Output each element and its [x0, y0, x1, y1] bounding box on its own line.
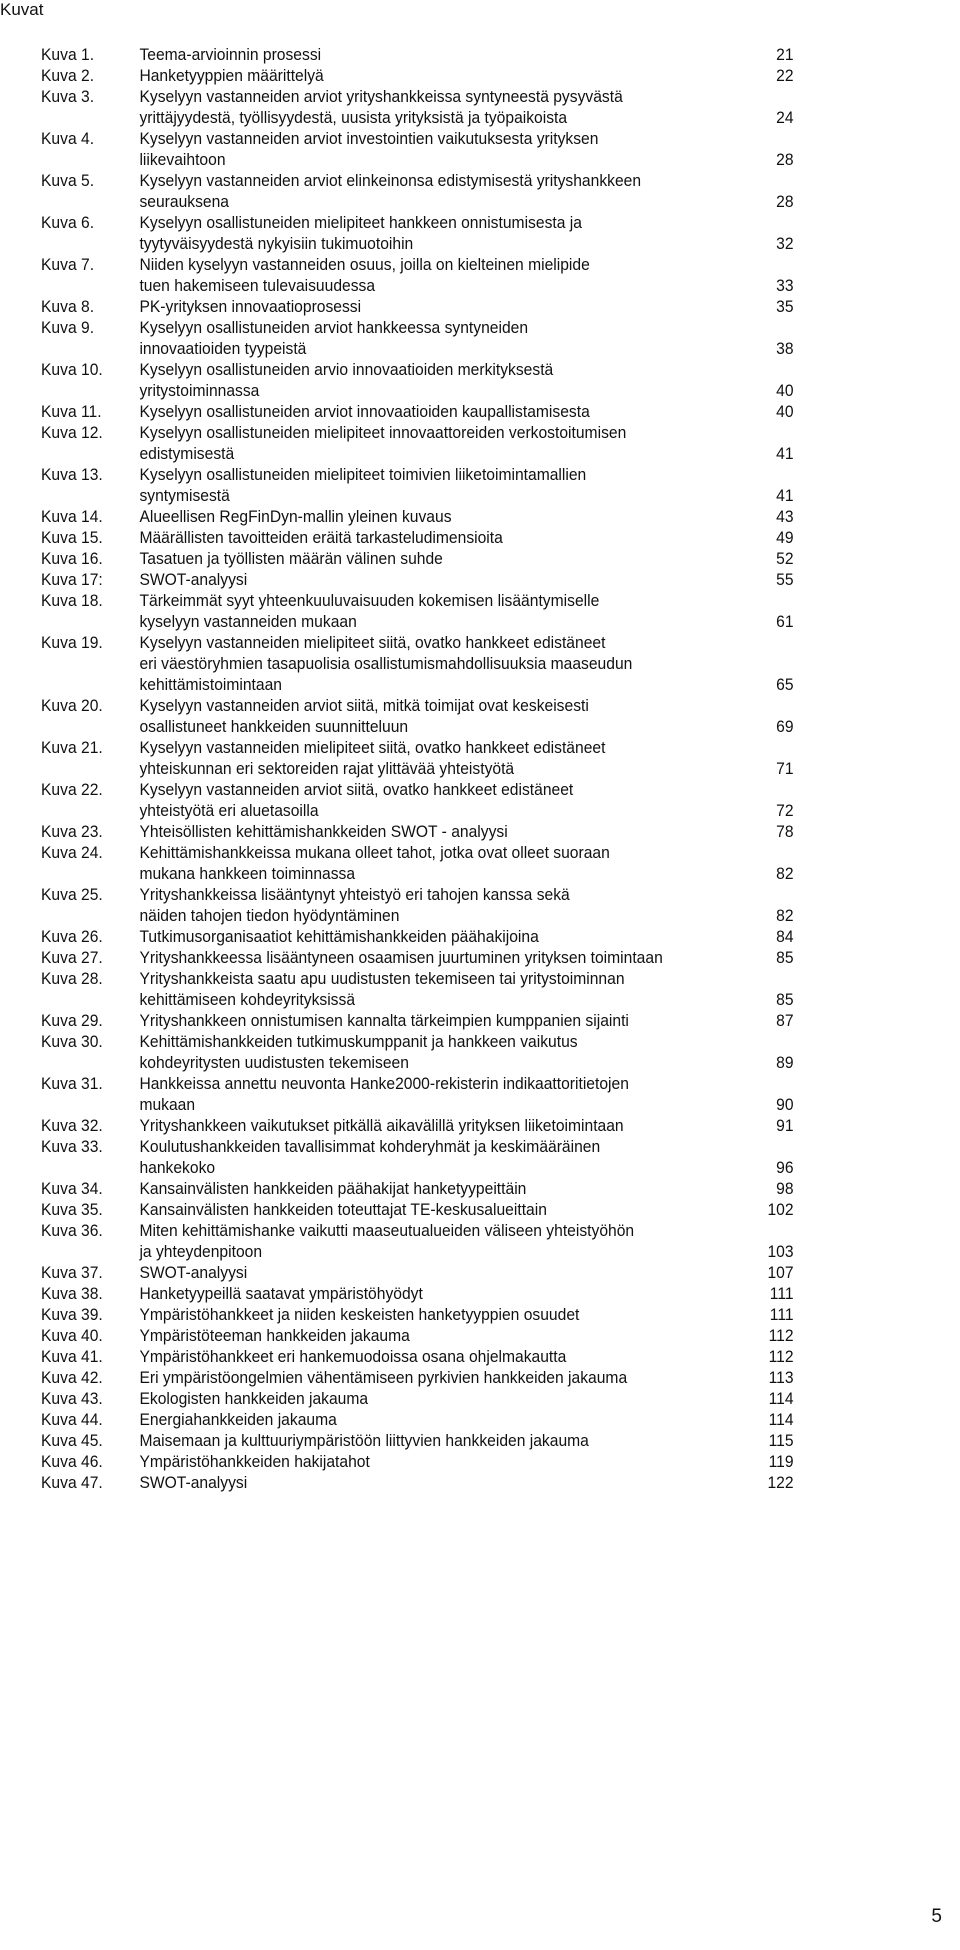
- figure-page: 102: [767, 1200, 794, 1219]
- figure-page: 84: [776, 927, 794, 946]
- figure-title: [139, 1451, 754, 1472]
- list-item: [41, 1178, 794, 1199]
- figure-page: 89: [776, 1053, 794, 1072]
- figure-label: Kuva 10.: [41, 360, 103, 379]
- figure-title-line: Kyselyyn osallistuneiden mielipiteet hankkeen onnistumisesta ja: [139, 213, 582, 232]
- figure-title: [139, 1283, 754, 1304]
- figure-label: Kuva 23.: [41, 822, 103, 841]
- figure-title-line: Kyselyyn osallistuneiden mielipiteet toimivien liiketoimintamallien: [139, 465, 587, 484]
- list-item: [41, 422, 794, 464]
- figure-page: 85: [776, 990, 794, 1009]
- figure-page: 52: [776, 549, 794, 568]
- figure-page: 35: [776, 297, 794, 316]
- figure-title-line: SWOT-analyysi: [139, 570, 248, 589]
- figure-title-line: Kyselyyn osallistuneiden arviot hankkeessa syntyneiden: [139, 318, 529, 337]
- figure-page: 69: [776, 717, 794, 736]
- list-item: [41, 947, 794, 968]
- figure-title-line: syntymisestä: [139, 486, 230, 505]
- figure-title-line: Ympäristöteeman hankkeiden jakauma: [139, 1326, 410, 1345]
- figure-page: 90: [776, 1095, 794, 1114]
- figure-page: 41: [776, 444, 794, 463]
- figure-title: [139, 401, 754, 422]
- figure-label: Kuva 24.: [41, 843, 103, 862]
- list-item: [41, 1199, 794, 1220]
- figure-label: Kuva 44.: [41, 1410, 103, 1429]
- list-item: [41, 296, 794, 317]
- figure-page: 107: [767, 1263, 794, 1282]
- figure-title-line: Niiden kyselyyn vastanneiden osuus, joilla on kielteinen mielipide: [139, 255, 590, 274]
- figure-page: 115: [768, 1431, 794, 1450]
- figure-title-line: Yrityshankkeissa lisääntynyt yhteistyö eri tahojen kanssa sekä: [139, 885, 570, 904]
- figure-label: Kuva 19.: [41, 633, 103, 652]
- figure-title-line: kyselyyn vastanneiden mukaan: [139, 612, 357, 631]
- figure-title: [139, 170, 754, 212]
- figure-title: [139, 821, 754, 842]
- figure-title-line: mukaan: [139, 1095, 196, 1114]
- figure-title: [139, 884, 754, 926]
- figure-title: [139, 128, 754, 170]
- figure-page: 22: [776, 66, 794, 85]
- figure-title: [139, 1262, 754, 1283]
- figure-page: 49: [776, 528, 794, 547]
- figure-label: Kuva 35.: [41, 1200, 103, 1219]
- figure-title-line: Yrityshankkeessa lisääntyneen osaamisen juurtuminen yrityksen toimintaan: [139, 948, 663, 967]
- figure-label: Kuva 34.: [41, 1179, 103, 1198]
- figure-title-line: Maisemaan ja kulttuuriympäristöön liittyvien hankkeiden jakauma: [139, 1431, 589, 1450]
- figure-label: Kuva 41.: [41, 1347, 103, 1366]
- figure-title: [139, 737, 754, 779]
- figure-title: [139, 1409, 754, 1430]
- figure-title-line: edistymisestä: [139, 444, 235, 463]
- figure-label: Kuva 39.: [41, 1305, 103, 1324]
- figure-page: 91: [776, 1116, 794, 1135]
- figure-label: Kuva 33.: [41, 1137, 103, 1156]
- figure-label: Kuva 17:: [41, 570, 103, 589]
- list-item: [41, 128, 794, 170]
- figure-title: [139, 1325, 754, 1346]
- figure-label: Kuva 47.: [41, 1473, 103, 1492]
- figure-label: Kuva 5.: [41, 171, 95, 190]
- figure-title-line: hankekoko: [139, 1158, 216, 1177]
- figure-label: Kuva 8.: [41, 297, 95, 316]
- figure-title-line: Kyselyyn vastanneiden arviot siitä, mitkä toimijat ovat keskeisesti: [139, 696, 589, 715]
- section-heading: Kuvat: [0, 0, 44, 19]
- list-item: [41, 65, 794, 86]
- figure-page: 111: [769, 1305, 794, 1324]
- figure-title-line: Kansainvälisten hankkeiden päähakijat hanketyypeittäin: [139, 1179, 527, 1198]
- figure-title-line: osallistuneet hankkeiden suunnitteluun: [139, 717, 409, 736]
- figure-label: Kuva 29.: [41, 1011, 103, 1030]
- list-item: [41, 170, 794, 212]
- figure-title: [139, 44, 754, 65]
- figure-label: Kuva 21.: [41, 738, 103, 757]
- list-item: [41, 1430, 794, 1451]
- figure-title-line: Kyselyyn vastanneiden mielipiteet siitä, ovatko hankkeet edistäneet: [139, 633, 606, 652]
- figure-label: Kuva 15.: [41, 528, 103, 547]
- figure-label: Kuva 14.: [41, 507, 103, 526]
- figure-title: [139, 1304, 754, 1325]
- list-item: [41, 1472, 794, 1493]
- list-item: [41, 401, 794, 422]
- figure-label: Kuva 32.: [41, 1116, 103, 1135]
- figure-title-line: Tasatuen ja työllisten määrän välinen suhde: [139, 549, 443, 568]
- figure-label: Kuva 12.: [41, 423, 103, 442]
- figure-title: [139, 1115, 754, 1136]
- figure-label: Kuva 4.: [41, 129, 95, 148]
- figure-page: 21: [776, 45, 794, 64]
- figure-page: 98: [776, 1179, 794, 1198]
- figure-title-line: Hankkeissa annettu neuvonta Hanke2000-rekisterin indikaattoritietojen: [139, 1074, 629, 1093]
- list-item: [41, 1304, 794, 1325]
- list-item: [41, 569, 794, 590]
- figure-title: [139, 1472, 754, 1493]
- figure-title-line: Kyselyyn vastanneiden mielipiteet siitä, ovatko hankkeet edistäneet: [139, 738, 606, 757]
- figure-title-line: innovaatioiden tyypeistä: [139, 339, 307, 358]
- figure-label: Kuva 22.: [41, 780, 103, 799]
- page-number: 5: [931, 1906, 942, 1927]
- list-item: [41, 317, 794, 359]
- figure-label: Kuva 3.: [41, 87, 95, 106]
- figure-title: [139, 1136, 754, 1178]
- list-item: [41, 821, 794, 842]
- figure-page: 82: [776, 864, 794, 883]
- figure-label: Kuva 42.: [41, 1368, 103, 1387]
- list-item: [41, 1031, 794, 1073]
- figure-label: Kuva 30.: [41, 1032, 103, 1051]
- figure-title-line: Hanketyypeillä saatavat ympäristöhyödyt: [139, 1284, 423, 1303]
- figure-title-line: kehittämiseen kohdeyrityksissä: [139, 990, 356, 1009]
- figure-title: [139, 947, 754, 968]
- figure-title: [139, 842, 754, 884]
- figure-title-line: Energiahankkeiden jakauma: [139, 1410, 337, 1429]
- figure-label: Kuva 1.: [41, 45, 95, 64]
- figure-label: Kuva 18.: [41, 591, 103, 610]
- figure-page: 85: [776, 948, 794, 967]
- figure-title-line: eri väestöryhmien tasapuolisia osallistumismahdollisuuksia maaseudun: [139, 654, 633, 673]
- figure-label: Kuva 27.: [41, 948, 103, 967]
- figure-page: 40: [776, 381, 794, 400]
- figure-title: [139, 1073, 754, 1115]
- figure-title: [139, 1220, 754, 1262]
- figure-title: [139, 317, 754, 359]
- figure-page: 87: [776, 1011, 794, 1030]
- figure-label: Kuva 9.: [41, 318, 95, 337]
- figure-title-line: Ympäristöhankkeet eri hankemuodoissa osana ohjelmakautta: [139, 1347, 567, 1366]
- figure-title-line: SWOT-analyysi: [139, 1263, 248, 1282]
- figure-title-line: Koulutushankkeiden tavallisimmat kohderyhmät ja keskimääräinen: [139, 1137, 601, 1156]
- list-item: [41, 737, 794, 779]
- figure-page: 33: [776, 276, 794, 295]
- figure-title-line: Yrityshankkeista saatu apu uudistusten tekemiseen tai yritystoiminnan: [139, 969, 625, 988]
- figure-page: 111: [769, 1284, 794, 1303]
- figure-label: Kuva 7.: [41, 255, 95, 274]
- figure-label: Kuva 16.: [41, 549, 103, 568]
- list-item: [41, 86, 794, 128]
- figure-title: [139, 1346, 754, 1367]
- figure-label: Kuva 38.: [41, 1284, 103, 1303]
- figure-page: 38: [776, 339, 794, 358]
- list-item: [41, 506, 794, 527]
- figure-title-line: Ekologisten hankkeiden jakauma: [139, 1389, 369, 1408]
- list-item: [41, 1409, 794, 1430]
- figure-title-line: Kyselyyn vastanneiden arviot elinkeinonsa edistymisestä yrityshankkeen: [139, 171, 642, 190]
- figure-list: [41, 44, 794, 1493]
- figure-title: [139, 569, 754, 590]
- figure-title-line: Yhteisöllisten kehittämishankkeiden SWOT - analyysi: [139, 822, 508, 841]
- list-item: [41, 1136, 794, 1178]
- list-item: [41, 968, 794, 1010]
- list-item: [41, 1325, 794, 1346]
- figure-label: Kuva 45.: [41, 1431, 103, 1450]
- figure-page: 65: [776, 675, 794, 694]
- figure-title-line: SWOT-analyysi: [139, 1473, 248, 1492]
- figure-page: 28: [776, 150, 794, 169]
- figure-title-line: Teema-arvioinnin prosessi: [139, 45, 322, 64]
- list-item: [41, 1073, 794, 1115]
- figure-title-line: yhteiskunnan eri sektoreiden rajat ylittävää yhteistyötä: [139, 759, 515, 778]
- figure-page: 114: [768, 1389, 794, 1408]
- figure-title-line: PK-yrityksen innovaatioprosessi: [139, 297, 362, 316]
- figure-title-line: Määrällisten tavoitteiden eräitä tarkasteludimensioita: [139, 528, 503, 547]
- figure-title: [139, 548, 754, 569]
- figure-title: [139, 632, 754, 695]
- figure-title-line: yritystoiminnassa: [139, 381, 260, 400]
- figure-page: 43: [776, 507, 794, 526]
- figure-title: [139, 1430, 754, 1451]
- figure-title-line: Ympäristöhankkeet ja niiden keskeisten hanketyyppien osuudet: [139, 1305, 580, 1324]
- figure-label: Kuva 26.: [41, 927, 103, 946]
- list-item: [41, 254, 794, 296]
- figure-title: [139, 1010, 754, 1031]
- figure-label: Kuva 40.: [41, 1326, 103, 1345]
- figure-page: 103: [767, 1242, 794, 1261]
- figure-title: [139, 296, 754, 317]
- figure-page: 61: [776, 612, 794, 631]
- figure-page: 112: [768, 1326, 794, 1345]
- list-item: [41, 44, 794, 65]
- figure-page: 114: [768, 1410, 794, 1429]
- figure-title-line: näiden tahojen tiedon hyödyntäminen: [139, 906, 400, 925]
- figure-page: 71: [776, 759, 794, 778]
- figure-page: 41: [776, 486, 794, 505]
- list-item: [41, 1283, 794, 1304]
- figure-page: 72: [776, 801, 794, 820]
- figure-label: Kuva 43.: [41, 1389, 103, 1408]
- list-item: [41, 1115, 794, 1136]
- figure-label: Kuva 13.: [41, 465, 103, 484]
- list-item: [41, 212, 794, 254]
- figure-title-line: seurauksena: [139, 192, 229, 211]
- figure-title: [139, 590, 754, 632]
- figure-title-line: Kyselyyn osallistuneiden arvio innovaatioiden merkityksestä: [139, 360, 554, 379]
- figure-title: [139, 695, 754, 737]
- figure-label: Kuva 6.: [41, 213, 95, 232]
- figure-title: [139, 422, 754, 464]
- list-item: [41, 884, 794, 926]
- figure-label: Kuva 25.: [41, 885, 103, 904]
- figure-title-line: Miten kehittämishanke vaikutti maaseutualueiden väliseen yhteistyöhön: [139, 1221, 635, 1240]
- figure-title-line: Kyselyyn vastanneiden arviot siitä, ovatko hankkeet edistäneet: [139, 780, 574, 799]
- list-item: [41, 1367, 794, 1388]
- figure-title-line: liikevaihtoon: [139, 150, 226, 169]
- figure-title-line: yhteistyötä eri aluetasoilla: [139, 801, 319, 820]
- figure-page: 40: [776, 402, 794, 421]
- figure-page: 78: [776, 822, 794, 841]
- figure-title-line: Ympäristöhankkeiden hakijatahot: [139, 1452, 370, 1471]
- figure-title: [139, 65, 754, 86]
- figure-title-line: tyytyväisyydestä nykyisiin tukimuotoihin: [139, 234, 414, 253]
- figure-title-line: mukana hankkeen toiminnassa: [139, 864, 356, 883]
- figure-page: 113: [768, 1368, 794, 1387]
- figure-title: [139, 506, 754, 527]
- figure-title-line: Kyselyyn vastanneiden arviot investointien vaikutuksesta yrityksen: [139, 129, 599, 148]
- list-item: [41, 632, 794, 695]
- list-item: [41, 926, 794, 947]
- list-item: [41, 842, 794, 884]
- figure-title: [139, 359, 754, 401]
- figure-title-line: Kyselyyn vastanneiden arviot yrityshankkeissa syntyneestä pysyvästä: [139, 87, 623, 106]
- figure-title-line: Kyselyyn osallistuneiden arviot innovaatioiden kaupallistamisesta: [139, 402, 590, 421]
- figure-page: 96: [776, 1158, 794, 1177]
- list-item: [41, 1346, 794, 1367]
- figure-title: [139, 1199, 754, 1220]
- figure-title: [139, 1031, 754, 1073]
- figure-title: [139, 968, 754, 1010]
- list-item: [41, 779, 794, 821]
- figure-title-line: Tutkimusorganisaatiot kehittämishankkeiden päähakijoina: [139, 927, 539, 946]
- list-item: [41, 359, 794, 401]
- list-item: [41, 590, 794, 632]
- figure-title-line: Eri ympäristöongelmien vähentämiseen pyrkivien hankkeiden jakauma: [139, 1368, 628, 1387]
- list-item: [41, 1262, 794, 1283]
- figure-title: [139, 464, 754, 506]
- figure-title-line: kehittämistoimintaan: [139, 675, 283, 694]
- list-item: [41, 1451, 794, 1472]
- figure-label: Kuva 31.: [41, 1074, 103, 1093]
- figure-page: 55: [776, 570, 794, 589]
- figure-label: Kuva 37.: [41, 1263, 103, 1282]
- figure-title: [139, 1178, 754, 1199]
- figure-title: [139, 1367, 754, 1388]
- figure-label: Kuva 28.: [41, 969, 103, 988]
- figure-title-line: Yrityshankkeen vaikutukset pitkällä aikavälillä yrityksen liiketoimintaan: [139, 1116, 624, 1135]
- figure-title-line: Yrityshankkeen onnistumisen kannalta tärkeimpien kumppanien sijainti: [139, 1011, 629, 1030]
- figure-title-line: Kehittämishankkeiden tutkimuskumppanit ja hankkeen vaikutus: [139, 1032, 578, 1051]
- figure-title-line: Kehittämishankkeissa mukana olleet tahot, jotka ovat olleet suoraan: [139, 843, 610, 862]
- list-item: [41, 1220, 794, 1262]
- list-item: [41, 1010, 794, 1031]
- figure-page: 119: [768, 1452, 794, 1471]
- list-item: [41, 695, 794, 737]
- figure-title: [139, 779, 754, 821]
- list-item: [41, 464, 794, 506]
- figure-title-line: Alueellisen RegFinDyn-mallin yleinen kuvaus: [139, 507, 452, 526]
- figure-title: [139, 926, 754, 947]
- list-item: [41, 527, 794, 548]
- figure-title: [139, 86, 754, 128]
- figure-title-line: Kyselyyn osallistuneiden mielipiteet innovaattoreiden verkostoitumisen: [139, 423, 627, 442]
- figure-label: Kuva 2.: [41, 66, 95, 85]
- figure-title: [139, 254, 754, 296]
- figure-title-line: Tärkeimmät syyt yhteenkuuluvaisuuden kokemisen lisääntymiselle: [139, 591, 600, 610]
- figure-title-line: tuen hakemiseen tulevaisuudessa: [139, 276, 376, 295]
- figure-page: 112: [768, 1347, 794, 1366]
- list-item: [41, 1388, 794, 1409]
- figure-page: 28: [776, 192, 794, 211]
- figure-label: Kuva 11.: [41, 402, 102, 421]
- figure-label: Kuva 46.: [41, 1452, 103, 1471]
- figure-page: 122: [767, 1473, 794, 1492]
- figure-label: Kuva 20.: [41, 696, 103, 715]
- figure-title: [139, 1388, 754, 1409]
- list-item: [41, 548, 794, 569]
- figure-label: Kuva 36.: [41, 1221, 103, 1240]
- figure-title-line: ja yhteydenpitoon: [139, 1242, 263, 1261]
- figure-title-line: yrittäjyydestä, työllisyydestä, uusista yrityksistä ja työpaikoista: [139, 108, 568, 127]
- figure-title: [139, 527, 754, 548]
- figure-title-line: Kansainvälisten hankkeiden toteuttajat TE-keskusalueittain: [139, 1200, 547, 1219]
- figure-page: 82: [776, 906, 794, 925]
- figure-title-line: Hanketyyppien määrittelyä: [139, 66, 324, 85]
- figure-title: [139, 212, 754, 254]
- figure-page: 32: [776, 234, 794, 253]
- figure-title-line: kohdeyritysten uudistusten tekemiseen: [139, 1053, 409, 1072]
- figure-page: 24: [776, 108, 794, 127]
